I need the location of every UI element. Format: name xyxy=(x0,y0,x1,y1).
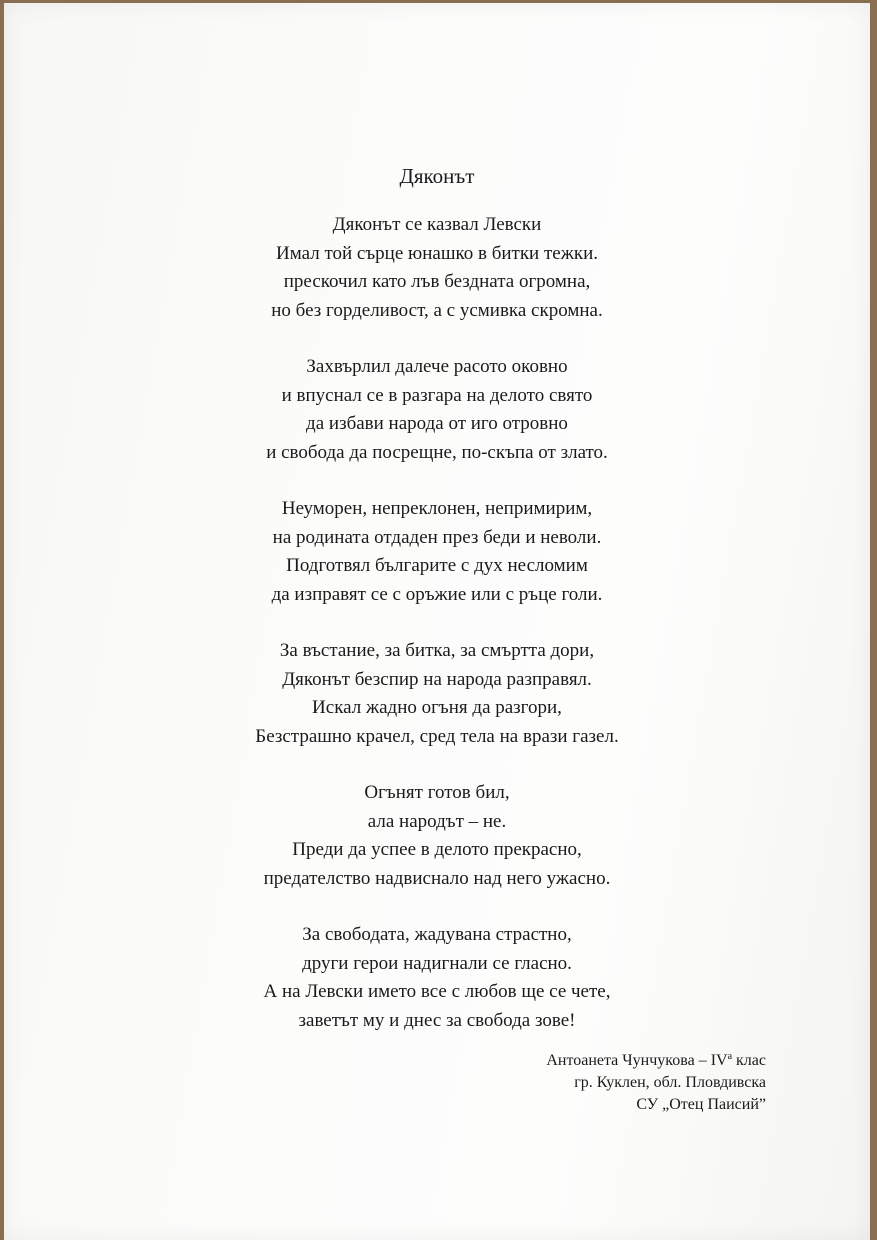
paper-sheet xyxy=(4,3,870,1240)
poem-line: да избави народа от иго отровно xyxy=(306,413,568,434)
poem-line: Безстрашно крачел, сред тела на врази газел. xyxy=(255,725,619,747)
poem-line: Имал той сърце юнашко в битки тежки. xyxy=(276,242,598,264)
poem-line: ала народът – не. xyxy=(367,810,507,832)
location-line: гр. Куклен, обл. Пловдивска xyxy=(574,1074,766,1091)
poem-line: Дяконът безспир на народа разправял. xyxy=(282,668,592,690)
author-line xyxy=(546,1046,766,1072)
stanza-2 xyxy=(4,353,870,467)
poem-body xyxy=(4,211,870,1063)
poem-line: и свобода да посрещне, по-скъпа от злато. xyxy=(266,441,608,463)
poem-line: Неуморен, непреклонен, непримирим, xyxy=(281,498,593,519)
poem-line: Преди да успее в делото прекрасно, xyxy=(292,839,582,860)
poem-line: да изправят се с оръжие или с ръце голи. xyxy=(271,583,603,605)
poem-line: Подготвял българите с дух несломим xyxy=(286,555,588,576)
poem-line: За въстание, за битка, за смъртта дори, xyxy=(279,640,595,661)
poem-line: заветът му и днес за свобода зове! xyxy=(298,1009,576,1031)
class-label: клас xyxy=(732,1052,766,1069)
signature-block xyxy=(546,1046,766,1116)
poem-line: А на Левски името все с любов ще се чете, xyxy=(263,981,611,1002)
poem-line: Дяконът се казвал Левски xyxy=(332,214,542,235)
poem-line: предателство надвиснало над него ужасно. xyxy=(263,867,611,889)
poem-line: прескочил като лъв бездната огромна, xyxy=(283,271,591,292)
poem-line: на родината отдаден през беди и неволи. xyxy=(272,526,602,548)
poem-line: и впуснал се в разгара на делото свято xyxy=(281,384,593,406)
stanza-5 xyxy=(4,779,870,893)
poem-line: други герои надигнали се гласно. xyxy=(302,952,572,974)
stanza-6 xyxy=(4,921,870,1035)
school-line: СУ „Отец Паисий” xyxy=(636,1096,766,1113)
poem-title: Дяконът xyxy=(399,164,475,188)
poem-line: Искал жадно огъня да разгори, xyxy=(312,697,562,718)
poem-line: но без горделивост, а с усмивка скромна. xyxy=(271,299,603,321)
stanza-1 xyxy=(4,211,870,325)
stanza-4 xyxy=(4,637,870,751)
poem-line: Огънят готов бил, xyxy=(364,782,510,803)
stanza-3 xyxy=(4,495,870,609)
poem-line: За свободата, жадувана страстно, xyxy=(302,924,572,945)
author-name: Антоанета Чунчукова – IV xyxy=(546,1052,728,1069)
class-letter: а xyxy=(727,1051,733,1062)
poem-line: Захвърлил далече расото оковно xyxy=(306,356,568,377)
